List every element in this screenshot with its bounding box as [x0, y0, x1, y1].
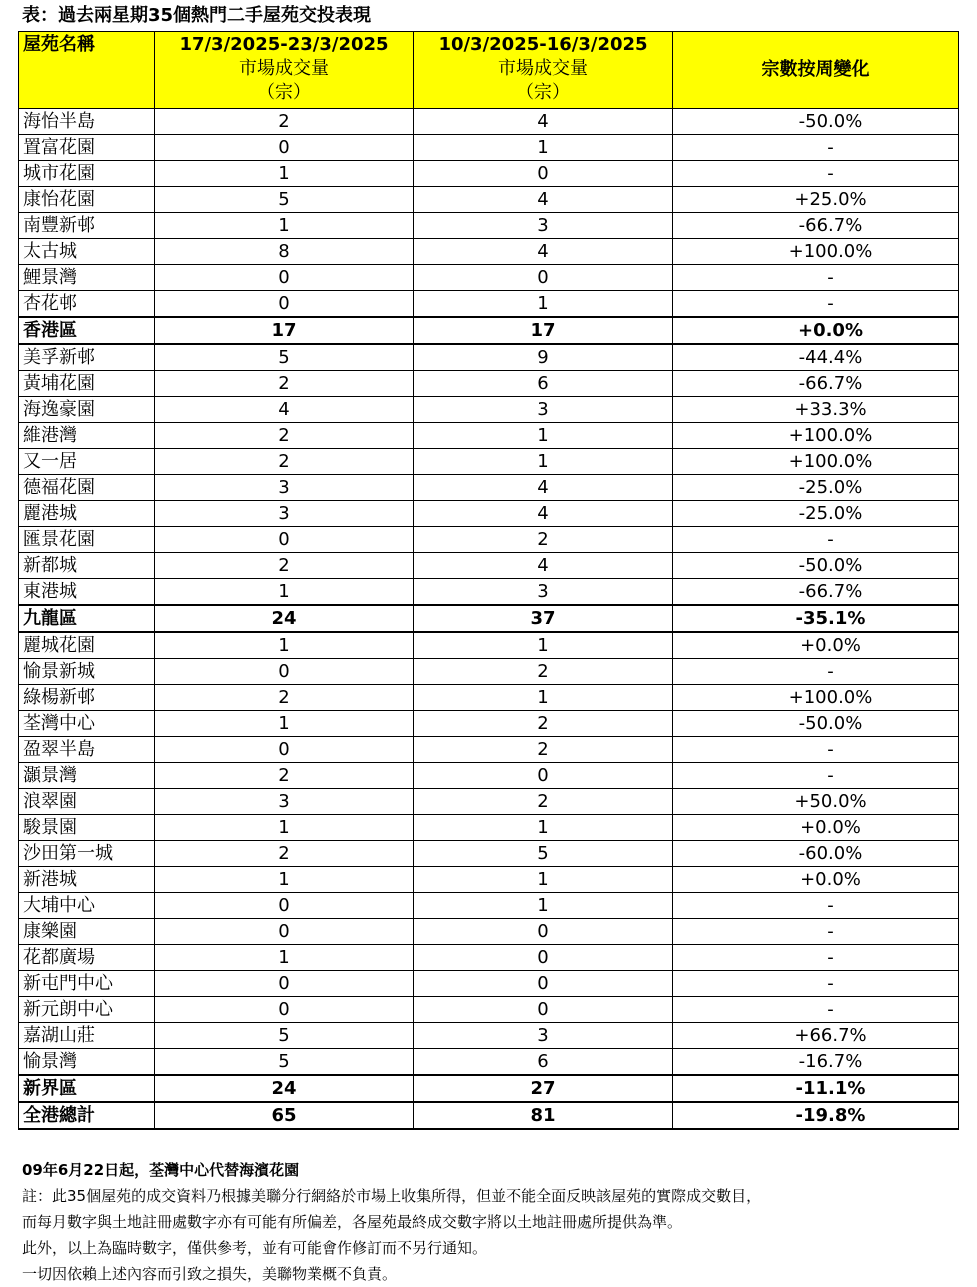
- weekly-change-cell: +0.0%: [673, 815, 959, 841]
- current-volume-cell: 0: [155, 893, 414, 919]
- current-volume-cell: 0: [155, 659, 414, 685]
- estate-name-cell: 新元朗中心: [19, 997, 155, 1023]
- weekly-change-cell: +50.0%: [673, 789, 959, 815]
- estate-name-cell: 新界區: [19, 1075, 155, 1102]
- previous-volume-cell: 0: [414, 763, 673, 789]
- table-row: [19, 659, 959, 685]
- weekly-change-cell: -: [673, 737, 959, 763]
- weekly-change-cell: -: [673, 291, 959, 318]
- current-volume-cell: 0: [155, 135, 414, 161]
- table-row: [19, 135, 959, 161]
- table-row: [19, 579, 959, 606]
- previous-volume-cell: 0: [414, 945, 673, 971]
- previous-volume-cell: 4: [414, 109, 673, 135]
- previous-volume-cell: 0: [414, 919, 673, 945]
- previous-volume-cell: 0: [414, 265, 673, 291]
- previous-volume-cell: 1: [414, 867, 673, 893]
- estate-name-cell: 愉景灣: [19, 1049, 155, 1076]
- weekly-change-cell: -11.1%: [673, 1075, 959, 1102]
- previous-volume-cell: 1: [414, 893, 673, 919]
- previous-volume-cell: 4: [414, 553, 673, 579]
- current-volume-cell: 5: [155, 344, 414, 371]
- weekly-change-cell: +100.0%: [673, 423, 959, 449]
- estate-name-cell: 城市花園: [19, 161, 155, 187]
- table-row: [19, 161, 959, 187]
- estate-name-cell: 黃埔花園: [19, 371, 155, 397]
- previous-volume-cell: 3: [414, 579, 673, 606]
- weekly-change-cell: -: [673, 527, 959, 553]
- table-title: 表：過去兩星期35個熱門二手屋苑交投表現: [22, 5, 372, 26]
- estate-name-cell: 海怡半島: [19, 109, 155, 135]
- estate-name-cell: 德福花園: [19, 475, 155, 501]
- current-volume-cell: 1: [155, 579, 414, 606]
- table-row: [19, 945, 959, 971]
- previous-volume-cell: 4: [414, 187, 673, 213]
- current-volume-cell: 2: [155, 841, 414, 867]
- current-volume-cell: 3: [155, 789, 414, 815]
- weekly-change-cell: -: [673, 971, 959, 997]
- weekly-change-cell: -: [673, 945, 959, 971]
- current-volume-cell: 2: [155, 449, 414, 475]
- estate-name-cell: 麗港城: [19, 501, 155, 527]
- weekly-change-cell: -: [673, 135, 959, 161]
- current-volume-cell: 2: [155, 553, 414, 579]
- table-row: [19, 449, 959, 475]
- previous-volume-cell: 3: [414, 213, 673, 239]
- previous-volume-cell: 0: [414, 161, 673, 187]
- weekly-change-cell: -66.7%: [673, 213, 959, 239]
- table-row: [19, 371, 959, 397]
- table-row: [19, 919, 959, 945]
- estate-name-cell: 嘉湖山莊: [19, 1023, 155, 1049]
- previous-volume-cell: 17: [414, 317, 673, 344]
- header-weekly-change: 宗數按周變化: [673, 32, 959, 109]
- table-row: [19, 265, 959, 291]
- current-volume-cell: 24: [155, 605, 414, 632]
- current-volume-cell: 0: [155, 291, 414, 318]
- table-row: [19, 711, 959, 737]
- grand-total-row: [19, 1102, 959, 1129]
- table-row: [19, 893, 959, 919]
- previous-volume-cell: 1: [414, 291, 673, 318]
- table-header-row: [19, 32, 959, 109]
- table-row: [19, 685, 959, 711]
- current-volume-cell: 17: [155, 317, 414, 344]
- table-row: [19, 763, 959, 789]
- current-volume-cell: 5: [155, 1049, 414, 1076]
- previous-volume-cell: 2: [414, 789, 673, 815]
- header-estate-name: 屋苑名稱: [19, 32, 155, 109]
- previous-volume-cell: 6: [414, 371, 673, 397]
- table-row: [19, 397, 959, 423]
- current-volume-cell: 1: [155, 213, 414, 239]
- previous-volume-cell: 2: [414, 659, 673, 685]
- weekly-change-cell: -19.8%: [673, 1102, 959, 1129]
- estate-name-cell: 花都廣場: [19, 945, 155, 971]
- weekly-change-cell: +0.0%: [673, 867, 959, 893]
- table-row: [19, 423, 959, 449]
- previous-volume-cell: 1: [414, 135, 673, 161]
- table-row: [19, 1049, 959, 1076]
- current-volume-cell: 1: [155, 711, 414, 737]
- weekly-change-cell: +100.0%: [673, 685, 959, 711]
- header-current-period: 17/3/2025-23/3/2025: [179, 34, 389, 55]
- table-row: [19, 789, 959, 815]
- weekly-change-cell: -: [673, 659, 959, 685]
- previous-volume-cell: 2: [414, 737, 673, 763]
- current-volume-cell: 0: [155, 265, 414, 291]
- note-line: 而每月數字與土地註冊處數字亦有可能有所偏差，各屋苑最終成交數字將以土地註冊處所提供為準。: [22, 1213, 683, 1231]
- previous-volume-cell: 6: [414, 1049, 673, 1076]
- table-row: [19, 527, 959, 553]
- weekly-change-cell: +33.3%: [673, 397, 959, 423]
- estate-name-cell: 康怡花園: [19, 187, 155, 213]
- estate-name-cell: 沙田第一城: [19, 841, 155, 867]
- table-row: [19, 737, 959, 763]
- weekly-change-cell: -: [673, 265, 959, 291]
- weekly-change-cell: -50.0%: [673, 553, 959, 579]
- weekly-change-cell: -35.1%: [673, 605, 959, 632]
- table-row: [19, 867, 959, 893]
- current-volume-cell: 8: [155, 239, 414, 265]
- table-row: [19, 997, 959, 1023]
- weekly-change-cell: -50.0%: [673, 711, 959, 737]
- previous-volume-cell: 1: [414, 423, 673, 449]
- note-line: 一切因依賴上述內容而引致之損失，美聯物業概不負責。: [22, 1265, 398, 1283]
- current-volume-cell: 0: [155, 919, 414, 945]
- estate-name-cell: 海逸豪園: [19, 397, 155, 423]
- weekly-change-cell: -: [673, 893, 959, 919]
- estate-name-cell: 荃灣中心: [19, 711, 155, 737]
- weekly-change-cell: -50.0%: [673, 109, 959, 135]
- current-volume-cell: 2: [155, 371, 414, 397]
- current-volume-cell: 0: [155, 527, 414, 553]
- previous-volume-cell: 37: [414, 605, 673, 632]
- estate-name-cell: 九龍區: [19, 605, 155, 632]
- weekly-change-cell: +25.0%: [673, 187, 959, 213]
- header-previous-label: 市場成交量: [498, 58, 588, 79]
- weekly-change-cell: -: [673, 997, 959, 1023]
- previous-volume-cell: 4: [414, 239, 673, 265]
- weekly-change-cell: -: [673, 763, 959, 789]
- estate-name-cell: 太古城: [19, 239, 155, 265]
- current-volume-cell: 1: [155, 161, 414, 187]
- previous-volume-cell: 81: [414, 1102, 673, 1129]
- note-line: 此外，以上為臨時數字，僅供參考，並有可能會作修訂而不另行通知。: [22, 1239, 488, 1257]
- table-row: [19, 239, 959, 265]
- previous-volume-cell: 4: [414, 501, 673, 527]
- table-row: [19, 1023, 959, 1049]
- estate-name-cell: 灝景灣: [19, 763, 155, 789]
- weekly-change-cell: -60.0%: [673, 841, 959, 867]
- table-row: [19, 501, 959, 527]
- current-volume-cell: 5: [155, 187, 414, 213]
- previous-volume-cell: 2: [414, 711, 673, 737]
- weekly-change-cell: +66.7%: [673, 1023, 959, 1049]
- current-volume-cell: 1: [155, 632, 414, 659]
- weekly-change-cell: -: [673, 919, 959, 945]
- table-row: [19, 841, 959, 867]
- previous-volume-cell: 1: [414, 632, 673, 659]
- weekly-change-cell: -66.7%: [673, 579, 959, 606]
- note-title: 09年6月22日起，荃灣中心代替海濱花園: [22, 1161, 300, 1179]
- previous-volume-cell: 4: [414, 475, 673, 501]
- previous-volume-cell: 27: [414, 1075, 673, 1102]
- table-body: [19, 109, 959, 1130]
- estate-name-cell: 愉景新城: [19, 659, 155, 685]
- estate-name-cell: 康樂園: [19, 919, 155, 945]
- current-volume-cell: 65: [155, 1102, 414, 1129]
- weekly-change-cell: +100.0%: [673, 239, 959, 265]
- previous-volume-cell: 0: [414, 997, 673, 1023]
- current-volume-cell: 3: [155, 501, 414, 527]
- current-volume-cell: 0: [155, 997, 414, 1023]
- district-subtotal-row: [19, 317, 959, 344]
- table-row: [19, 109, 959, 135]
- estate-name-cell: 綠楊新邨: [19, 685, 155, 711]
- current-volume-cell: 1: [155, 867, 414, 893]
- current-volume-cell: 0: [155, 971, 414, 997]
- district-subtotal-row: [19, 605, 959, 632]
- weekly-change-cell: +0.0%: [673, 632, 959, 659]
- current-volume-cell: 2: [155, 109, 414, 135]
- weekly-change-cell: -66.7%: [673, 371, 959, 397]
- footnotes: [22, 1157, 962, 1287]
- header-previous-unit: （宗）: [516, 82, 570, 103]
- weekly-change-cell: +100.0%: [673, 449, 959, 475]
- weekly-change-cell: -25.0%: [673, 501, 959, 527]
- header-previous-week: [414, 32, 673, 109]
- estate-name-cell: 鯉景灣: [19, 265, 155, 291]
- header-current-label: 市場成交量: [239, 58, 329, 79]
- weekly-change-cell: -25.0%: [673, 475, 959, 501]
- table-row: [19, 291, 959, 318]
- estate-name-cell: 全港總計: [19, 1102, 155, 1129]
- estate-name-cell: 香港區: [19, 317, 155, 344]
- weekly-change-cell: -16.7%: [673, 1049, 959, 1076]
- table-row: [19, 553, 959, 579]
- current-volume-cell: 2: [155, 685, 414, 711]
- table-row: [19, 971, 959, 997]
- current-volume-cell: 4: [155, 397, 414, 423]
- estate-name-cell: 新都城: [19, 553, 155, 579]
- estate-name-cell: 駿景園: [19, 815, 155, 841]
- estate-name-cell: 匯景花園: [19, 527, 155, 553]
- table-row: [19, 815, 959, 841]
- note-line: 註：此35個屋苑的成交資料乃根據美聯分行網絡於市場上收集所得，但並不能全面反映該屋苑的實際成交數目，: [22, 1187, 762, 1205]
- previous-volume-cell: 3: [414, 397, 673, 423]
- current-volume-cell: 1: [155, 815, 414, 841]
- table-row: [19, 475, 959, 501]
- estate-name-cell: 浪翠園: [19, 789, 155, 815]
- estate-name-cell: 盈翠半島: [19, 737, 155, 763]
- estate-name-cell: 美孚新邨: [19, 344, 155, 371]
- header-current-week: [155, 32, 414, 109]
- previous-volume-cell: 5: [414, 841, 673, 867]
- weekly-change-cell: -: [673, 161, 959, 187]
- district-subtotal-row: [19, 1075, 959, 1102]
- header-previous-period: 10/3/2025-16/3/2025: [438, 34, 648, 55]
- table-row: [19, 632, 959, 659]
- estate-name-cell: 又一居: [19, 449, 155, 475]
- previous-volume-cell: 9: [414, 344, 673, 371]
- header-current-unit: （宗）: [257, 82, 311, 103]
- current-volume-cell: 24: [155, 1075, 414, 1102]
- previous-volume-cell: 1: [414, 685, 673, 711]
- estate-name-cell: 新屯門中心: [19, 971, 155, 997]
- current-volume-cell: 2: [155, 763, 414, 789]
- estate-name-cell: 新港城: [19, 867, 155, 893]
- table-row: [19, 213, 959, 239]
- previous-volume-cell: 1: [414, 815, 673, 841]
- previous-volume-cell: 2: [414, 527, 673, 553]
- current-volume-cell: 1: [155, 945, 414, 971]
- current-volume-cell: 2: [155, 423, 414, 449]
- current-volume-cell: 0: [155, 737, 414, 763]
- current-volume-cell: 3: [155, 475, 414, 501]
- current-volume-cell: 5: [155, 1023, 414, 1049]
- table-row: [19, 344, 959, 371]
- previous-volume-cell: 1: [414, 449, 673, 475]
- estate-name-cell: 東港城: [19, 579, 155, 606]
- estate-name-cell: 南豐新邨: [19, 213, 155, 239]
- table-row: [19, 187, 959, 213]
- estate-name-cell: 大埔中心: [19, 893, 155, 919]
- estate-name-cell: 麗城花園: [19, 632, 155, 659]
- weekly-change-cell: -44.4%: [673, 344, 959, 371]
- transaction-table: [18, 31, 959, 1130]
- estate-name-cell: 杏花邨: [19, 291, 155, 318]
- estate-name-cell: 維港灣: [19, 423, 155, 449]
- previous-volume-cell: 3: [414, 1023, 673, 1049]
- weekly-change-cell: +0.0%: [673, 317, 959, 344]
- previous-volume-cell: 0: [414, 971, 673, 997]
- estate-name-cell: 置富花園: [19, 135, 155, 161]
